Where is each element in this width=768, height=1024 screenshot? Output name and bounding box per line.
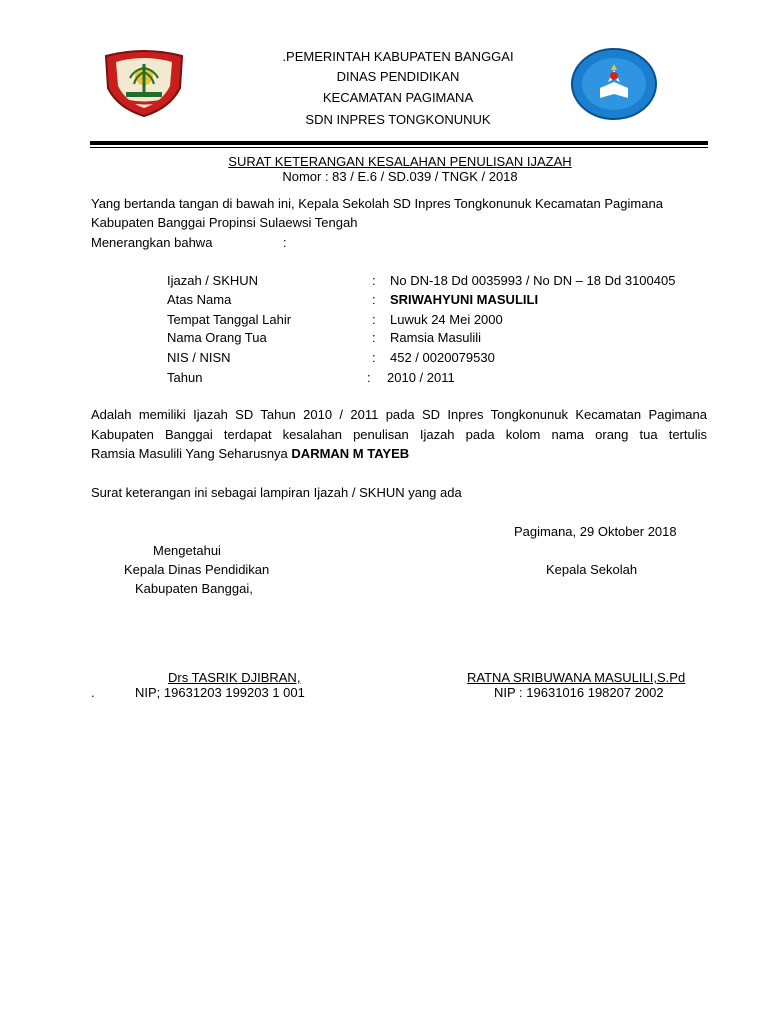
closing-statement: Surat keterangan ini sebagai lampiran Ijazah / SKHUN yang ada	[91, 485, 462, 500]
intro-line-3-label: Menerangkan bahwa	[91, 235, 213, 250]
kabupaten-banggai-logo	[100, 48, 188, 118]
detail-label: Tahun	[167, 370, 203, 385]
intro-line-3-colon: :	[283, 235, 287, 250]
document-title: SURAT KETERANGAN KESALAHAN PENULISAN IJAZAH	[228, 154, 572, 169]
detail-label: Tempat Tanggal Lahir	[167, 312, 292, 327]
letterhead-divider-thick	[90, 141, 708, 145]
left-signatory-nip: NIP; 19631203 199203 1 001	[135, 685, 305, 700]
detail-value-student-name: SRIWAHYUNI MASULILI	[390, 292, 539, 307]
right-role-title: Kepala Sekolah	[546, 562, 638, 577]
place-date: Pagimana, 29 Oktober 2018	[514, 524, 677, 539]
detail-colon: :	[372, 350, 376, 365]
detail-label: Nama Orang Tua	[167, 330, 267, 345]
right-signatory-nip: NIP : 19631016 198207 2002	[494, 685, 664, 700]
detail-colon: :	[372, 312, 376, 327]
detail-colon: :	[367, 370, 371, 385]
detail-label: Ijazah / SKHUN	[167, 273, 259, 288]
letterhead-line-2: DINAS PENDIDIKAN	[336, 69, 460, 84]
left-role-mengetahui: Mengetahui	[153, 543, 221, 558]
detail-label: NIS / NISN	[167, 350, 231, 365]
left-role-region: Kabupaten Banggai,	[135, 581, 253, 596]
detail-colon: :	[372, 273, 376, 288]
letterhead-line-1: .PEMERINTAH KABUPATEN BANGGAI	[282, 49, 514, 64]
detail-colon: :	[372, 330, 376, 345]
left-nip-dot: .	[91, 685, 95, 700]
intro-line-2: Kabupaten Banggai Propinsi Sulaewsi Tengah	[91, 215, 358, 230]
body-line-1: Adalah memiliki Ijazah SD Tahun 2010 / 2011 pada SD Inpres Tongkonunuk Kecamatan Pagimana	[91, 407, 707, 422]
left-role-title: Kepala Dinas Pendidikan	[124, 562, 270, 577]
letterhead-divider-thin	[90, 147, 708, 148]
document-number: Nomor : 83 / E.6 / SD.039 / TNGK / 2018	[282, 169, 518, 184]
correct-parent-name: DARMAN M TAYEB	[291, 446, 410, 461]
detail-colon: :	[372, 292, 376, 307]
body-line-3-prefix: Ramsia Masulili Yang Seharusnya	[91, 446, 288, 461]
detail-value: 2010 / 2011	[387, 370, 455, 385]
detail-value: 452 / 0020079530	[390, 350, 495, 365]
left-signatory-name: Drs TASRIK DJIBRAN,	[168, 670, 301, 685]
letterhead-line-3: KECAMATAN PAGIMANA	[322, 90, 474, 105]
body-line-2: Kabupaten Banggai terdapat kesalahan penulisan Ijazah pada kolom nama orang tua tertulis	[91, 427, 707, 442]
detail-value: No DN-18 Dd 0035993 / No DN – 18 Dd 3100405	[390, 273, 676, 288]
detail-label: Atas Nama	[167, 292, 232, 307]
right-signatory-name: RATNA SRIBUWANA MASULILI,S.Pd	[467, 670, 686, 685]
letterhead-line-4: SDN INPRES TONGKONUNUK	[305, 112, 491, 127]
intro-line-1: Yang bertanda tangan di bawah ini, Kepala Sekolah SD Inpres Tongkonunuk Kecamatan Pagimana	[91, 196, 663, 211]
detail-value: Ramsia Masulili	[390, 330, 482, 345]
body-line-3	[91, 447, 409, 460]
detail-value: Luwuk 24 Mei 2000	[390, 312, 503, 327]
